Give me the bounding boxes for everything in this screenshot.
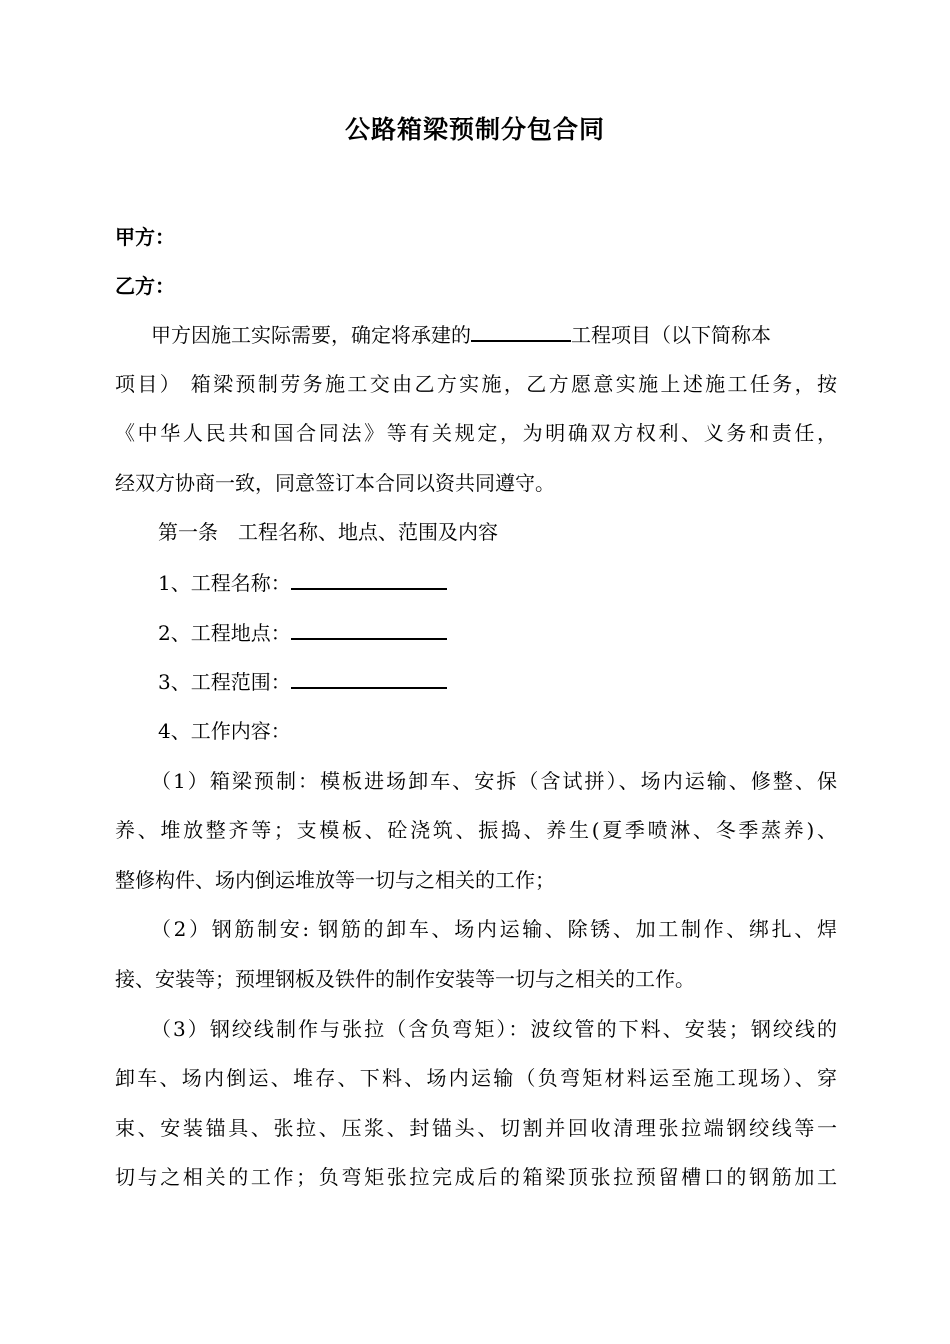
intro-line-1-post: 工程项目（以下简称本 xyxy=(571,323,771,347)
item-project-name-label: 1、工程名称： xyxy=(158,571,291,595)
item-work-content: 4、工作内容： xyxy=(158,719,291,743)
work-p1-line-2: 养、堆放整齐等；支模板、砼浇筑、振捣、养生(夏季喷淋、冬季蒸养)、 xyxy=(115,818,837,842)
item-project-scope xyxy=(158,667,880,696)
document-title: 公路箱梁预制分包合同 xyxy=(344,115,605,144)
party-b-label: 乙方： xyxy=(115,274,175,298)
intro-line-2: 项目） 箱梁预制劳务施工交由乙方实施，乙方愿意实施上述施工任务，按 xyxy=(115,372,837,396)
work-p2-line-2: 接、安装等；预埋钢板及铁件的制作安装等一切与之相关的工作。 xyxy=(115,967,695,991)
work-p1-line-3: 整修构件、场内倒运堆放等一切与之相关的工作； xyxy=(115,868,555,892)
party-a-label: 甲方： xyxy=(115,225,175,249)
project-scope-field[interactable] xyxy=(291,667,447,689)
project-name-blank[interactable] xyxy=(471,320,571,342)
work-p3-line-4: 切与之相关的工作；负弯矩张拉完成后的箱梁顶张拉预留槽口的钢筋加工 xyxy=(115,1165,837,1189)
item-project-scope-label: 3、工程范围： xyxy=(158,670,291,694)
work-p2-line-1: （2）钢筋制安: 钢筋的卸车、场内运输、除锈、加工制作、绑扎、焊 xyxy=(151,917,837,941)
work-p3-line-3: 束、安装锚具、张拉、压浆、封锚头、切割并回收清理张拉端钢绞线等一 xyxy=(115,1116,837,1140)
item-project-name xyxy=(158,568,880,597)
project-name-field[interactable] xyxy=(291,568,447,590)
item-project-location-label: 2、工程地点： xyxy=(158,621,291,645)
intro-line-1-pre: 甲方因施工实际需要，确定将承建的 xyxy=(151,323,471,347)
intro-line-4: 经双方协商一致，同意签订本合同以资共同遵守。 xyxy=(115,471,555,495)
item-project-location xyxy=(158,618,880,647)
project-location-field[interactable] xyxy=(291,618,447,640)
work-p3-line-1: （3）钢绞线制作与张拉（含负弯矩）：波纹管的下料、安装；钢绞线的 xyxy=(151,1017,837,1041)
intro-line-3: 《中华人民共和国合同法》等有关规定，为明确双方权利、义务和责任， xyxy=(115,421,837,445)
work-p3-line-2: 卸车、场内倒运、堆存、下料、场内运输（负弯矩材料运至施工现场）、穿 xyxy=(115,1066,837,1090)
article-1-heading: 第一条 工程名称、地点、范围及内容 xyxy=(158,520,498,544)
work-p1-line-1: （1）箱梁预制：模板进场卸车、安拆（含试拼）、场内运输、修整、保 xyxy=(151,769,837,793)
intro-line-1 xyxy=(151,320,837,349)
